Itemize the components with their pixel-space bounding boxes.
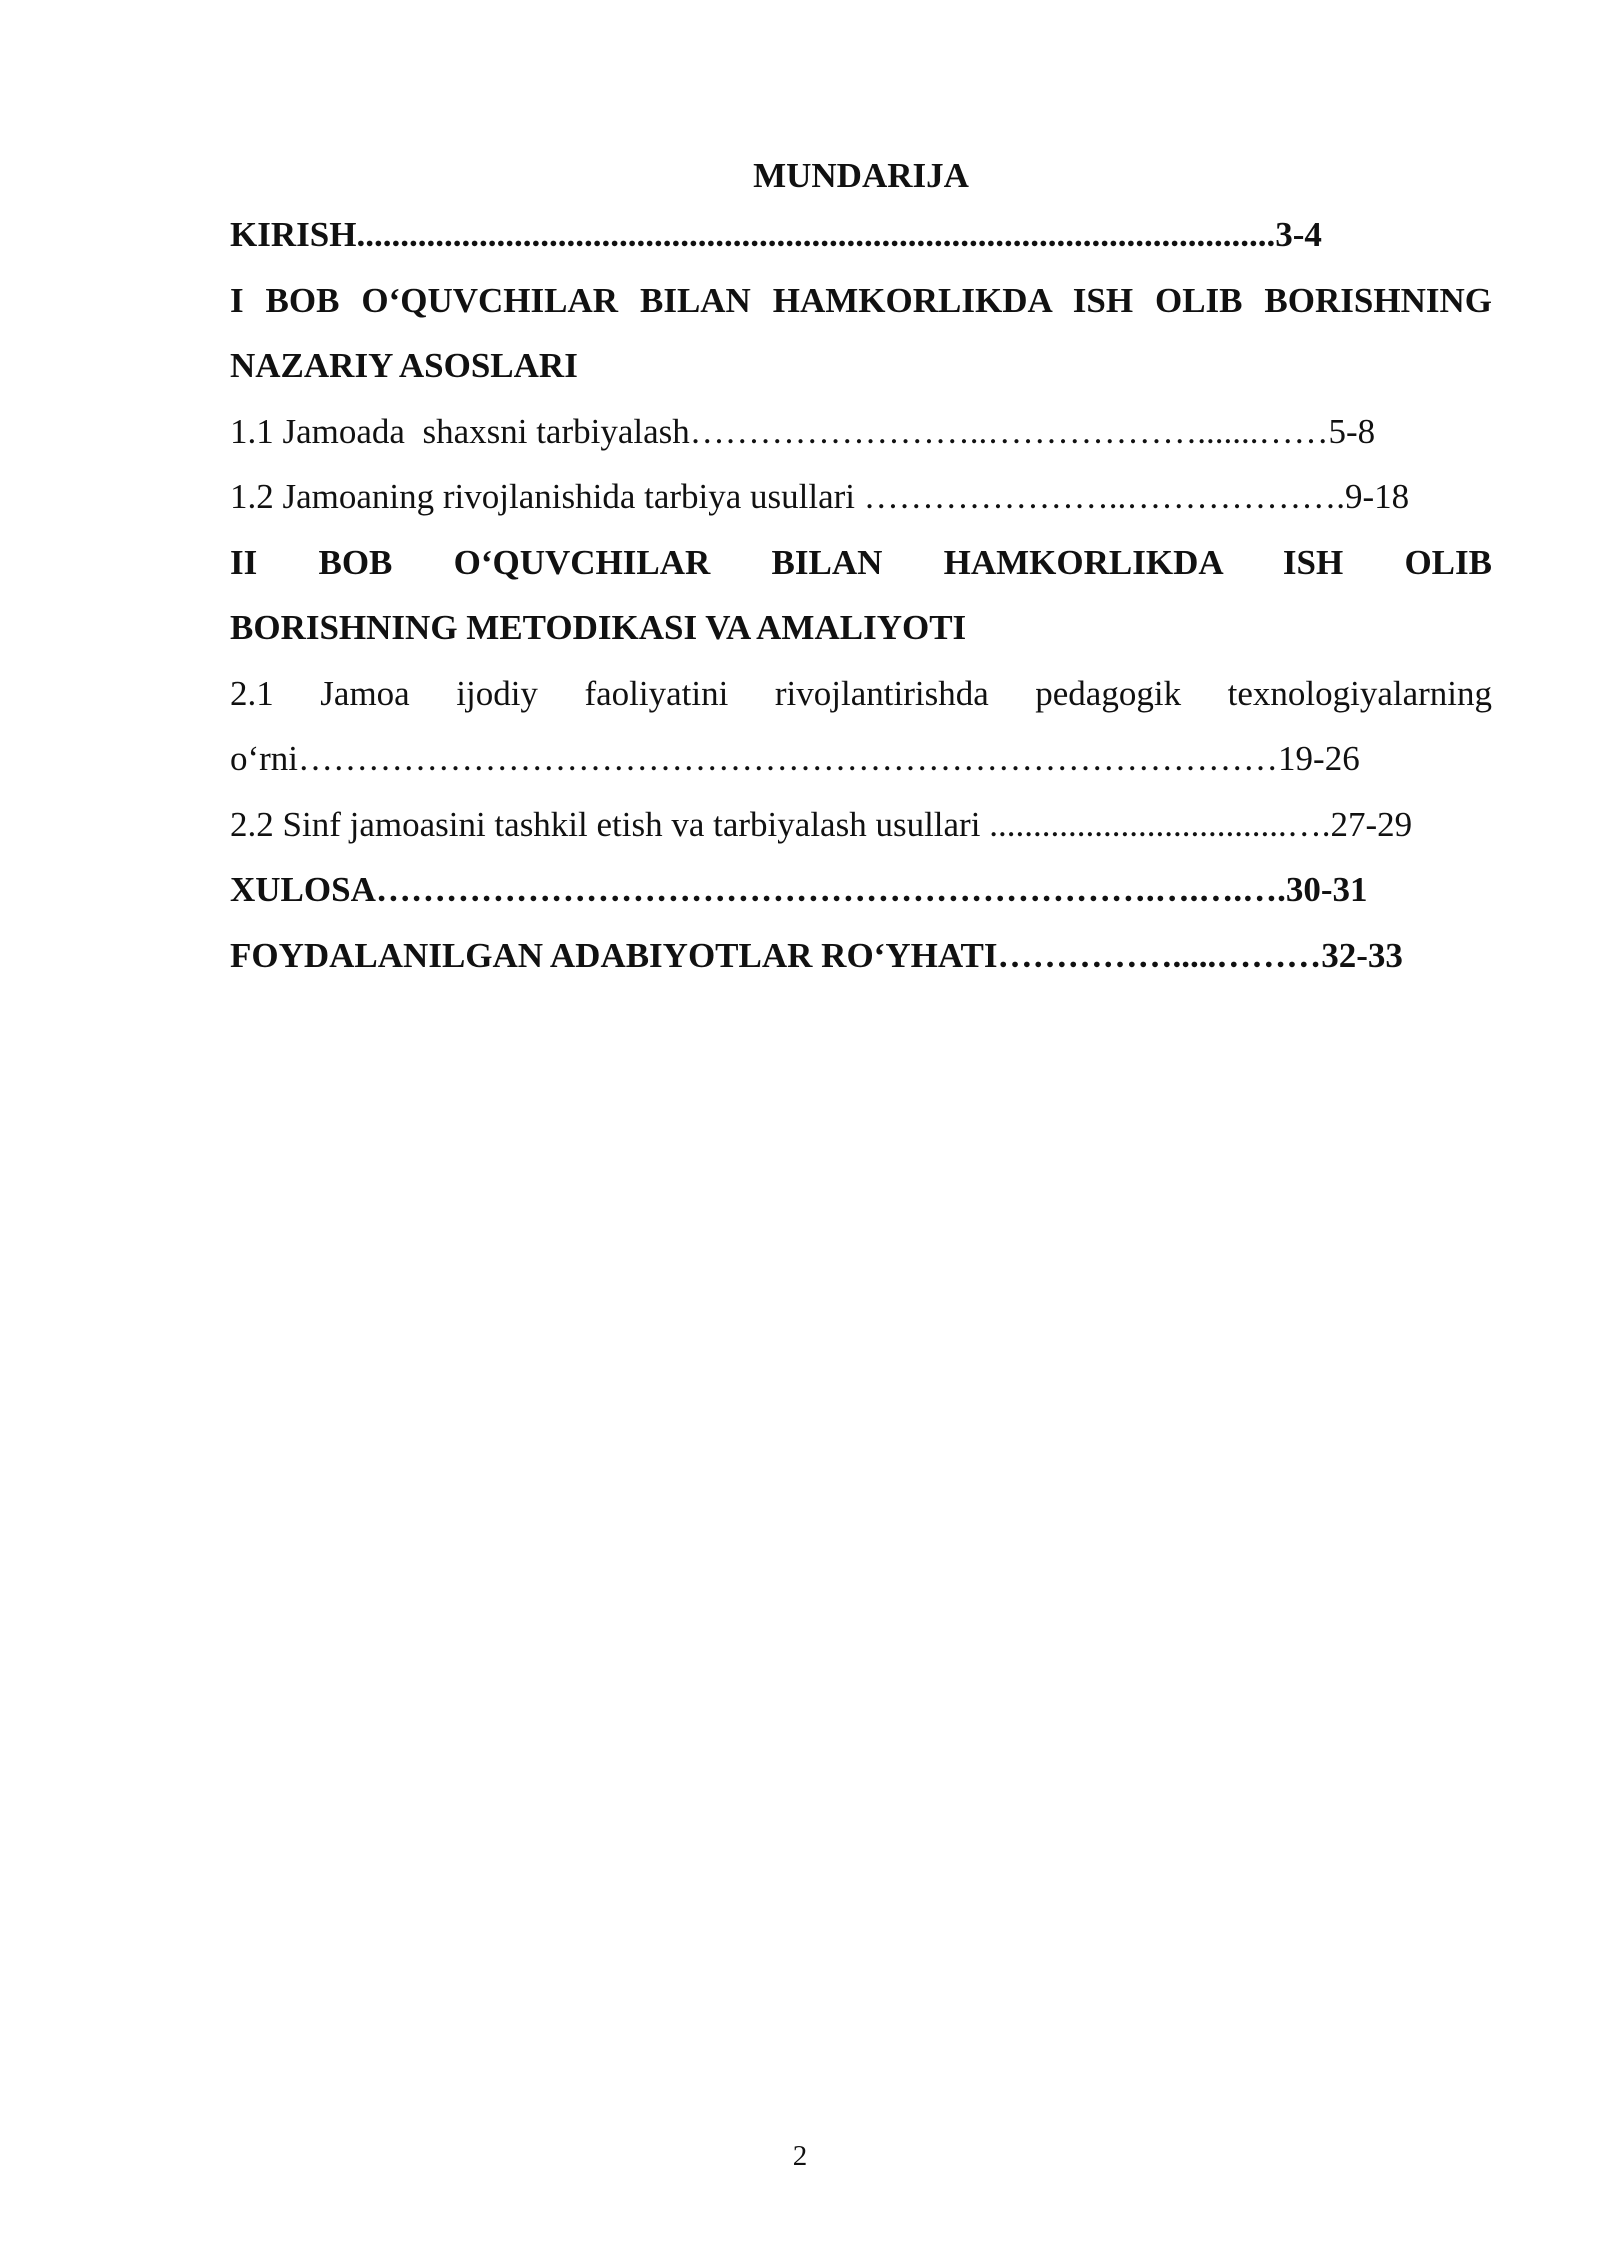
toc-chapter2-line1: II BOB O‘QUVCHILAR BILAN HAMKORLIKDA ISH OLIB (230, 542, 1492, 582)
toc-chapter1-line1: I BOB O‘QUVCHILAR BILAN HAMKORLIKDA ISH OLIB BORISHNING (230, 280, 1492, 320)
toc-title: MUNDARIJA (753, 156, 969, 195)
toc-entry-section-2-2 (230, 792, 1492, 858)
entry-text: XULOSA (230, 870, 376, 909)
entry-text: FOYDALANILGAN ADABIYOTLAR RO‘YHATI (230, 935, 998, 975)
entry-text: o‘rni (230, 739, 299, 778)
page-range: 9-18 (1345, 477, 1410, 516)
dot-leader: …………….....……… (997, 935, 1322, 975)
entry-text: KIRISH (230, 215, 357, 254)
dot-leader: ………………………………………………………………………… (298, 739, 1279, 778)
dot-leader: ……………………..……………….......…… (689, 411, 1329, 451)
page-range: 30-31 (1285, 870, 1368, 909)
toc-entry-kirish (230, 202, 1492, 268)
page-range: 32-33 (1321, 935, 1403, 975)
page-range: 5-8 (1328, 411, 1376, 451)
entry-text: 1.1 Jamoada shaxsni tarbiyalash (230, 411, 690, 451)
dot-leader: ..................................…. (989, 804, 1331, 844)
dot-leader: …………………..………………. (863, 477, 1346, 516)
toc-entry-section-1-2 (230, 464, 1492, 530)
page-range: 27-29 (1330, 804, 1413, 844)
dot-leader: ………………………………………………………….….….…. (375, 870, 1286, 909)
entry-text: 2.2 Sinf jamoasini tashkil etish va tarbiyalash usullari (230, 804, 990, 844)
page-range: 19-26 (1278, 739, 1360, 778)
toc-entry-adabiyotlar (230, 923, 1492, 989)
toc-chapter2-line2: BORISHNING METODIKASI VA AMALIYOTI (230, 608, 967, 647)
table-of-contents (230, 150, 1492, 988)
page-range: 3-4 (1275, 215, 1322, 254)
dot-leader: ......................................................................................................... (356, 215, 1276, 254)
entry-text: 1.2 Jamoaning rivojlanishida tarbiya usullari (230, 477, 864, 516)
toc-entry-section-1-1 (230, 399, 1492, 465)
page-number: 2 (792, 2140, 808, 2172)
toc-entry-xulosa (230, 857, 1492, 923)
toc-chapter1-line2: NAZARIY ASOSLARI (230, 346, 578, 385)
toc-section-2-1-line1: 2.1 Jamoa ijodiy faoliyatini rivojlantirishda pedagogik texnologiyalarning (230, 673, 1492, 713)
toc-entry-section-2-1 (230, 726, 1492, 792)
